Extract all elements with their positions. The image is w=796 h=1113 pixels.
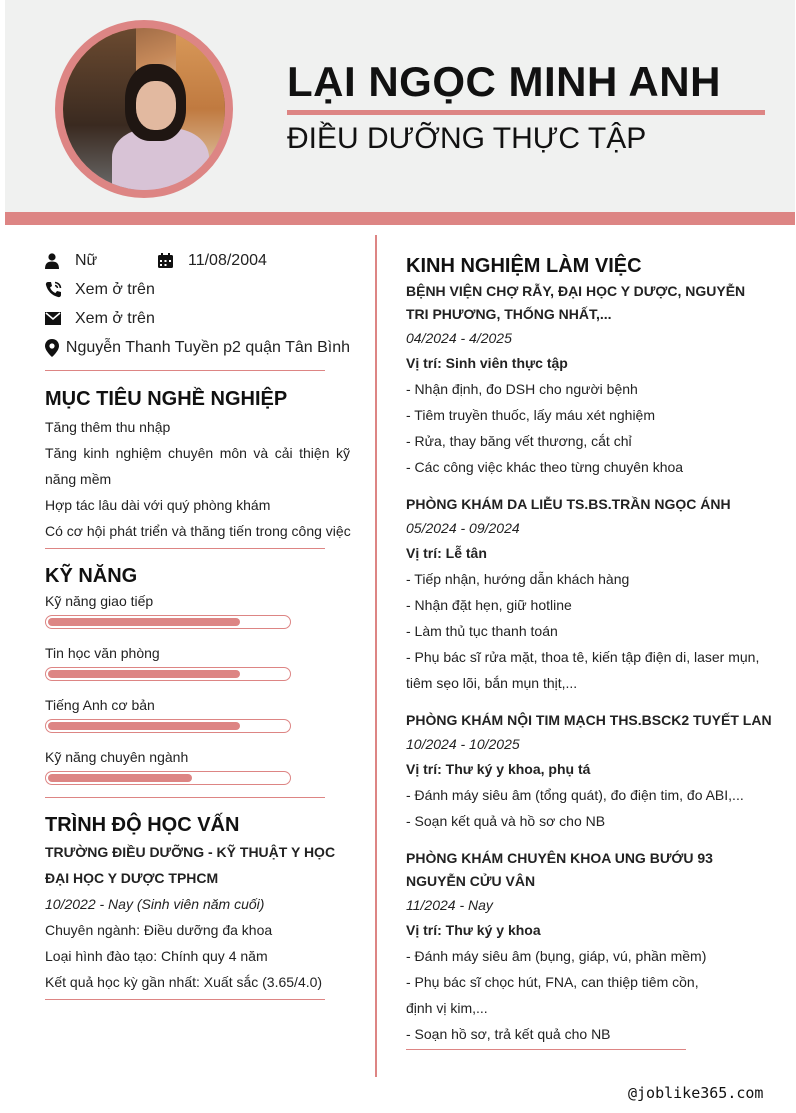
job-period: 05/2024 - 09/2024	[406, 520, 520, 536]
user-icon	[45, 253, 75, 269]
job-organization: PHÒNG KHÁM DA LIỄU TS.BS.TRẦN NGỌC ÁNH	[406, 496, 731, 512]
mail-icon	[45, 312, 75, 325]
job-duty: - Làm thủ tục thanh toán	[406, 623, 558, 639]
job-period: 11/2024 - Nay	[406, 897, 493, 913]
profile-photo	[63, 28, 225, 190]
job-position: Vị trí: Thư ký y khoa, phụ tá	[406, 761, 591, 777]
job-duty: - Phụ bác sĩ chọc hút, FNA, can thiệp tiêm cồn, định vị kim,...	[406, 974, 699, 1016]
skill-level-fill	[48, 722, 240, 730]
section-divider	[45, 370, 325, 371]
job-entry	[406, 493, 760, 696]
header-accent-bar	[5, 212, 795, 225]
job-position: Vị trí: Sinh viên thực tập	[406, 355, 568, 371]
job-position: Vị trí: Lễ tân	[406, 545, 487, 561]
left-column	[45, 246, 350, 1000]
phone-value: Xem ở trên	[75, 280, 155, 298]
skill-name: Tin học văn phòng	[45, 645, 160, 661]
contact-row-phone	[45, 275, 350, 304]
experience-title: KINH NGHIỆM LÀM VIỆC	[406, 255, 642, 277]
column-divider	[375, 235, 377, 1077]
email-value: Xem ở trên	[75, 309, 155, 327]
job-period: 10/2024 - 10/2025	[406, 736, 520, 752]
job-duty: - Tiếp nhận, hướng dẫn khách hàng	[406, 571, 630, 587]
job-entry	[406, 847, 760, 1047]
job-duty: - Phụ bác sĩ rửa mặt, thoa tê, kiến tập điện di, laser mụn, tiêm sẹo lõi, bắn mụn thịt,...	[406, 649, 760, 691]
skill-item	[45, 747, 350, 785]
objective-item: Tăng thêm thu nhập	[45, 419, 171, 435]
skill-bar	[45, 771, 291, 785]
objective-list	[45, 414, 350, 544]
job-entry	[406, 280, 760, 480]
skill-name: Kỹ năng chuyên ngành	[45, 749, 189, 765]
skill-bar	[45, 719, 291, 733]
gender-value: Nữ	[75, 251, 98, 269]
location-pin-icon	[45, 339, 66, 357]
skill-level-fill	[48, 670, 240, 678]
skill-item	[45, 643, 350, 681]
education-period: 10/2022 - Nay (Sinh viên năm cuối)	[45, 896, 265, 912]
section-divider	[45, 548, 325, 549]
job-duty: - Tiêm truyền thuốc, lấy máu xét nghiệm	[406, 407, 655, 423]
birthdate-value: 11/08/2004	[188, 251, 267, 269]
skills-title: KỸ NĂNG	[45, 565, 138, 587]
job-entry	[406, 709, 772, 834]
job-organization: PHÒNG KHÁM CHUYÊN KHOA UNG BƯỚU 93 NGUYỄN CỬU VÂN	[406, 850, 713, 889]
address-value: Nguyễn Thanh Tuyền p2 quận Tân Bình	[65, 338, 350, 356]
school-name-line2: ĐẠI HỌC Y DƯỢC TPHCM	[45, 870, 219, 886]
job-duty: - Đánh máy siêu âm (bụng, giáp, vú, phần mềm)	[406, 948, 707, 964]
job-duty: - Soạn kết quả và hồ sơ cho NB	[406, 813, 606, 829]
section-divider	[45, 797, 325, 798]
phone-icon	[45, 281, 75, 298]
avatar	[55, 20, 233, 198]
candidate-role: ĐIỀU DƯỠNG THỰC TẬP	[287, 122, 647, 155]
skill-item	[45, 695, 350, 733]
education-type: Loại hình đào tạo: Chính quy 4 năm	[45, 948, 268, 964]
contact-row-gender-birthdate	[45, 246, 350, 275]
job-position: Vị trí: Thư ký y khoa	[406, 922, 541, 938]
education-result: Kết quả học kỳ gần nhất: Xuất sắc (3.65/4.0)	[45, 974, 323, 990]
candidate-name: LẠI NGỌC MINH ANH	[287, 58, 721, 105]
job-duty: - Soạn hồ sơ, trả kết quả cho NB	[406, 1026, 611, 1042]
skill-bar	[45, 667, 291, 681]
job-duty: - Đánh máy siêu âm (tổng quát), đo điện tim, đo ABI,...	[406, 787, 744, 803]
name-underline	[287, 110, 765, 115]
job-duty: - Các công việc khác theo từng chuyên khoa	[406, 459, 684, 475]
objective-item: Tăng kinh nghiệm chuyên môn và cải thiện kỹ năng mềm	[45, 445, 350, 487]
objective-item: Hợp tác lâu dài với quý phòng khám	[45, 497, 271, 513]
skill-name: Kỹ năng giao tiếp	[45, 593, 154, 609]
contact-row-address	[45, 333, 350, 362]
education-major: Chuyên ngành: Điều dưỡng đa khoa	[45, 922, 273, 938]
objective-item: Có cơ hội phát triển và thăng tiến trong công việc	[45, 523, 351, 539]
section-divider	[406, 1049, 686, 1050]
watermark: @joblike365.com	[628, 1084, 764, 1102]
job-organization: BỆNH VIỆN CHỢ RẪY, ĐẠI HỌC Y DƯỢC, NGUYỄN TRI PHƯƠNG, THỐNG NHẤT,...	[406, 283, 746, 322]
skill-level-fill	[48, 774, 192, 782]
skill-level-fill	[48, 618, 240, 626]
skill-item	[45, 591, 350, 629]
skill-name: Tiếng Anh cơ bản	[45, 697, 155, 713]
contact-row-email	[45, 304, 350, 333]
skill-bar	[45, 615, 291, 629]
education-title: TRÌNH ĐỘ HỌC VẤN	[45, 814, 240, 836]
job-period: 04/2024 - 4/2025	[406, 330, 512, 346]
section-divider	[45, 999, 325, 1000]
job-duty: - Nhận định, đo DSH cho người bệnh	[406, 381, 638, 397]
job-duty: - Nhận đặt hẹn, giữ hotline	[406, 597, 572, 613]
school-name-line1: TRƯỜNG ĐIỀU DƯỠNG - KỸ THUẬT Y HỌC	[45, 844, 336, 860]
calendar-icon	[158, 253, 188, 268]
skills-list	[45, 591, 350, 785]
job-duty: - Rửa, thay băng vết thương, cắt chỉ	[406, 433, 632, 449]
job-organization: PHÒNG KHÁM NỘI TIM MẠCH THS.BSCK2 TUYẾT LAN	[406, 712, 772, 728]
right-column	[406, 253, 772, 1050]
objective-title: MỤC TIÊU NGHỀ NGHIỆP	[45, 388, 288, 410]
education-block	[45, 839, 350, 995]
